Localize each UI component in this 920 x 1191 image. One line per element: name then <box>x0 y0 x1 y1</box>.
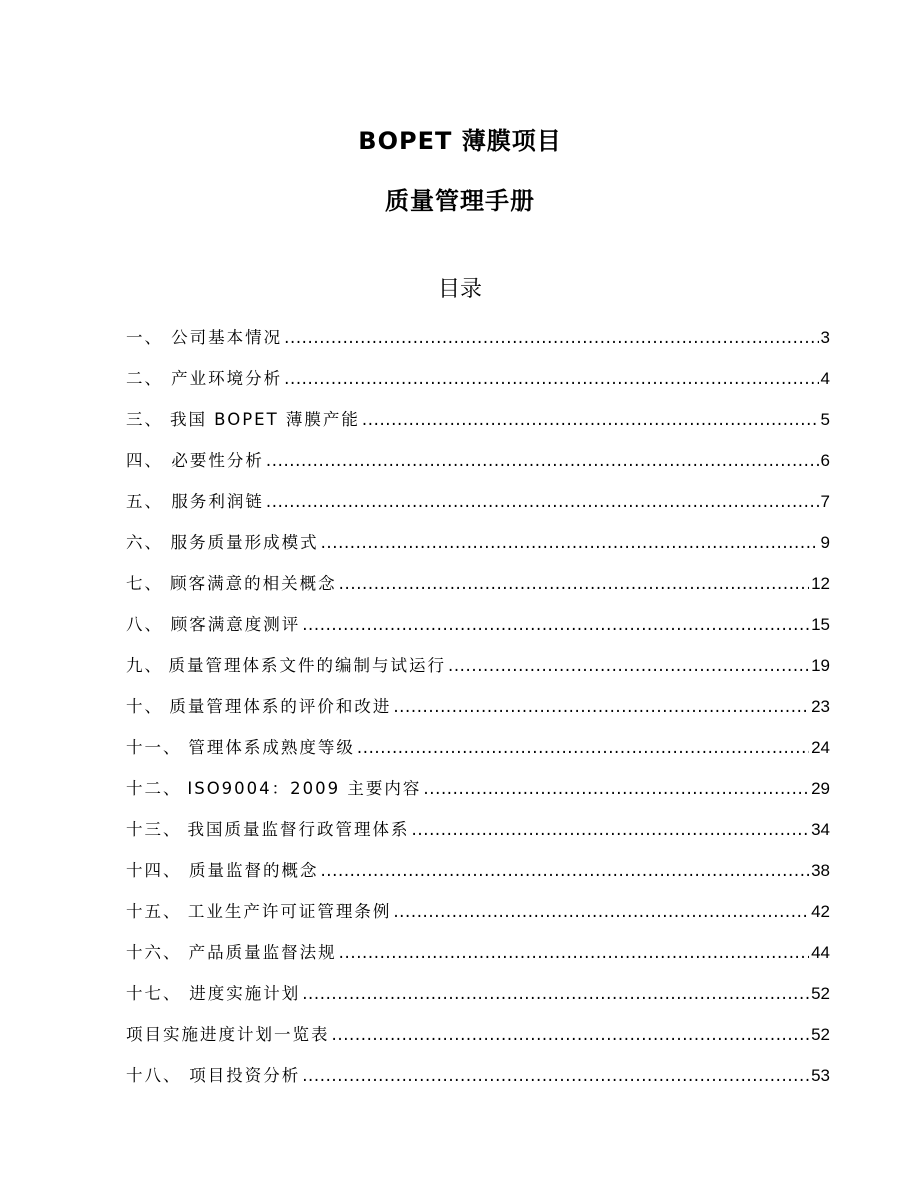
toc-dot-leader <box>284 364 818 394</box>
toc-entry[interactable] <box>126 1061 830 1102</box>
toc-entry-number: 十五、 <box>126 902 182 921</box>
toc-entry-label: 进度实施计划 <box>189 984 301 1003</box>
toc-entry-page-number: 5 <box>820 410 830 429</box>
toc-entry-label: 质量管理体系文件的编制与试运行 <box>168 656 446 675</box>
toc-entry[interactable] <box>126 774 830 815</box>
toc-dot-leader <box>266 487 819 517</box>
toc-entry-label: ISO9004：2009 主要内容 <box>187 779 422 798</box>
toc-entry[interactable] <box>126 815 830 856</box>
toc-entry[interactable] <box>126 651 830 692</box>
toc-entry-label: 项目投资分析 <box>189 1066 301 1085</box>
toc-entry-label: 产业环境分析 <box>171 369 283 388</box>
toc-entry-label: 质量监督的概念 <box>188 861 319 880</box>
toc-entry-page-number: 24 <box>811 738 830 757</box>
toc-entry-page-number: 53 <box>811 1066 830 1085</box>
toc-entry[interactable] <box>126 323 830 364</box>
toc-entry-page-number: 34 <box>811 820 830 839</box>
toc-entry[interactable] <box>126 364 830 405</box>
toc-dot-leader <box>302 1061 809 1091</box>
toc-entry[interactable] <box>126 979 830 1020</box>
toc-entry[interactable] <box>126 733 830 774</box>
toc-entry-label: 工业生产许可证管理条例 <box>187 902 392 921</box>
toc-entry-page-number: 4 <box>820 369 830 388</box>
toc-dot-leader <box>332 1020 810 1050</box>
document-title: BOPET 薄膜项目 <box>358 127 562 155</box>
toc-entry[interactable] <box>126 528 830 569</box>
toc-entry[interactable] <box>126 487 830 528</box>
toc-entry-page-number: 29 <box>811 779 830 798</box>
toc-entry[interactable] <box>126 692 830 733</box>
toc-dot-leader <box>339 569 809 599</box>
toc-entry-page-number: 3 <box>820 328 830 347</box>
toc-entry-number: 五、 <box>126 492 163 511</box>
toc-entry-label: 顾客满意度测评 <box>170 615 301 634</box>
toc-entry-page-number: 52 <box>811 984 830 1003</box>
toc-dot-leader <box>339 938 809 968</box>
document-subtitle: 质量管理手册 <box>385 187 535 215</box>
toc-entry-page-number: 12 <box>811 574 830 593</box>
toc-entry-number: 十三、 <box>126 820 182 839</box>
toc-entry-number: 十一、 <box>126 738 182 757</box>
toc-entry-label: 管理体系成熟度等级 <box>188 738 355 757</box>
toc-dot-leader <box>448 651 809 681</box>
toc-dot-leader <box>321 528 819 558</box>
toc-entry-page-number: 42 <box>811 902 830 921</box>
toc-entry[interactable] <box>126 938 830 979</box>
toc-entry-label: 产品质量监督法规 <box>188 943 337 962</box>
toc-dot-leader <box>266 446 819 476</box>
toc-entry-number: 九、 <box>126 656 163 675</box>
toc-entry[interactable] <box>126 897 830 938</box>
toc-entry-number: 一、 <box>126 328 163 347</box>
toc-entry-number: 十六、 <box>126 943 182 962</box>
toc-entry-number: 十七、 <box>126 984 182 1003</box>
toc-entry-label: 我国质量监督行政管理体系 <box>187 820 410 839</box>
toc-entry-label: 服务利润链 <box>171 492 264 511</box>
toc-dot-leader <box>284 323 818 353</box>
toc-entry-label: 顾客满意的相关概念 <box>170 574 337 593</box>
toc-dot-leader <box>393 692 809 722</box>
toc-entry-number: 十、 <box>126 697 163 716</box>
toc-dot-leader <box>412 815 810 845</box>
toc-entry-page-number: 38 <box>811 861 830 880</box>
toc-entry-label: 公司基本情况 <box>171 328 283 347</box>
table-of-contents <box>126 323 830 1102</box>
toc-entry[interactable] <box>126 405 830 446</box>
toc-entry-number: 六、 <box>126 533 163 552</box>
toc-dot-leader <box>320 856 809 886</box>
toc-entry-number: 十二、 <box>126 779 182 798</box>
toc-dot-leader <box>393 897 809 927</box>
toc-entry-number: 七、 <box>126 574 163 593</box>
toc-entry-page-number: 7 <box>820 492 830 511</box>
toc-entry[interactable] <box>126 569 830 610</box>
toc-entry[interactable] <box>126 856 830 897</box>
toc-entry-number: 十八、 <box>126 1066 182 1085</box>
toc-entry-page-number: 6 <box>820 451 830 470</box>
toc-dot-leader <box>302 979 809 1009</box>
toc-entry-number: 十四、 <box>126 861 182 880</box>
toc-entry-label: 我国 BOPET 薄膜产能 <box>169 410 360 429</box>
toc-entry-page-number: 9 <box>820 533 830 552</box>
toc-entry-page-number: 44 <box>811 943 830 962</box>
toc-entry-number: 八、 <box>126 615 163 634</box>
toc-dot-leader <box>302 610 809 640</box>
toc-entry-page-number: 52 <box>811 1025 830 1044</box>
toc-dot-leader <box>357 733 809 763</box>
toc-entry-number: 二、 <box>126 369 163 388</box>
toc-entry-label: 项目实施进度计划一览表 <box>126 1025 330 1044</box>
toc-entry-label: 必要性分析 <box>171 451 264 470</box>
toc-dot-leader <box>423 774 809 804</box>
toc-entry-page-number: 19 <box>811 656 830 675</box>
toc-entry-page-number: 15 <box>811 615 830 634</box>
toc-entry-page-number: 23 <box>811 697 830 716</box>
toc-entry[interactable] <box>126 610 830 651</box>
toc-entry-label: 服务质量形成模式 <box>170 533 319 552</box>
toc-entry-label: 质量管理体系的评价和改进 <box>169 697 392 716</box>
toc-dot-leader <box>362 405 819 435</box>
toc-heading: 目录 <box>437 277 482 302</box>
toc-entry[interactable] <box>126 446 830 487</box>
toc-entry[interactable] <box>126 1020 830 1061</box>
toc-entry-number: 四、 <box>126 451 163 470</box>
toc-entry-number: 三、 <box>126 410 163 429</box>
